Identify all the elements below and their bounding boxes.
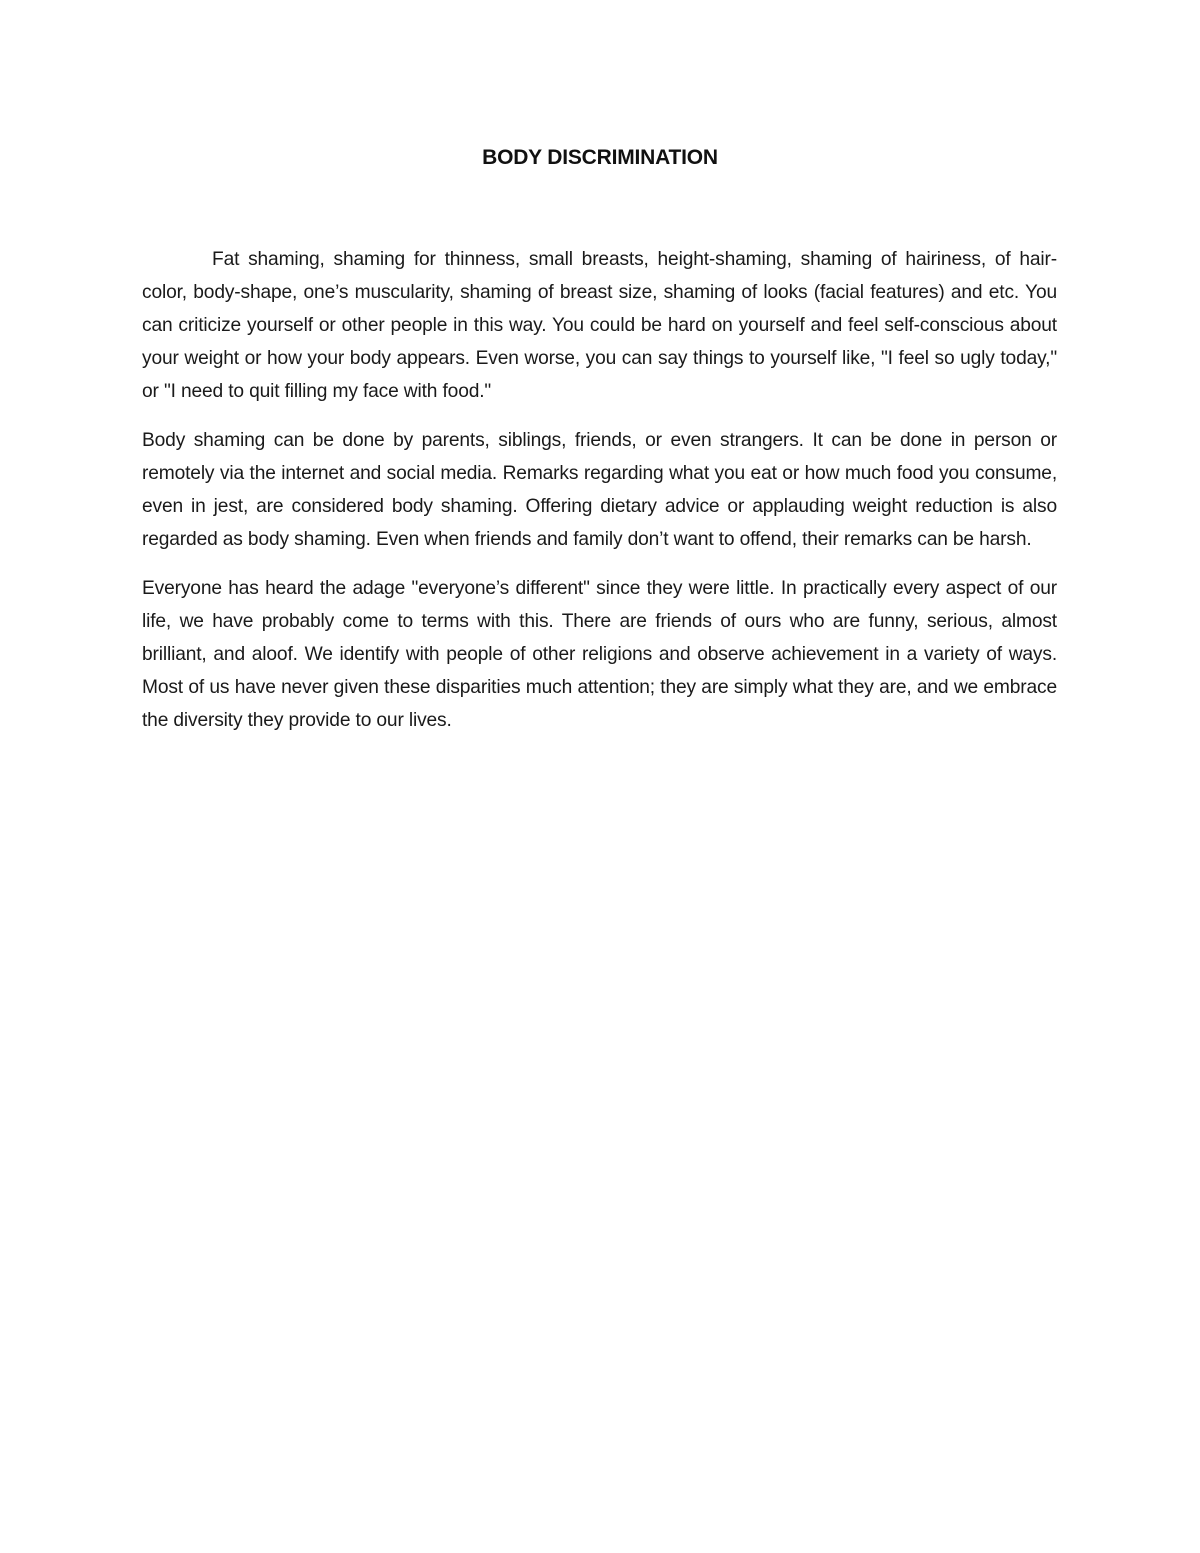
paragraph-1: Fat shaming, shaming for thinness, small breasts, height-shaming, shaming of hairiness, of hair-color, body-shape, one’s muscularity, shaming of breast size, shaming of looks (facial features) and etc. You can criticize yourself or other people in this way. You could be hard on yourself and feel self-conscious about your weight or how your body appears. Even worse, you can say things to yourself like, "I feel so ugly today," or "I need to quit filling my face with food." — [142, 249, 1057, 402]
paragraph-2: Body shaming can be done by parents, siblings, friends, or even strangers. It can be done in person or remotely via the internet and social media. Remarks regarding what you eat or how much food you consume, even in jest, are considered body shaming. Offering dietary advice or applauding weight reduction is also regarded as body shaming. Even when friends and family don’t want to offend, their remarks can be harsh. — [142, 430, 1057, 550]
paragraph-3: Everyone has heard the adage "everyone’s different" since they were little. In practically every aspect of our life, we have probably come to terms with this. There are friends of ours who are funny, serious, almost brilliant, and aloof. We identify with people of other religions and observe achievement in a variety of ways. Most of us have never given these disparities much attention; they are simply what they are, and we embrace the diversity they provide to our lives. — [142, 578, 1057, 731]
document-body — [142, 243, 1057, 753]
document-title: BODY DISCRIMINATION — [482, 146, 718, 169]
